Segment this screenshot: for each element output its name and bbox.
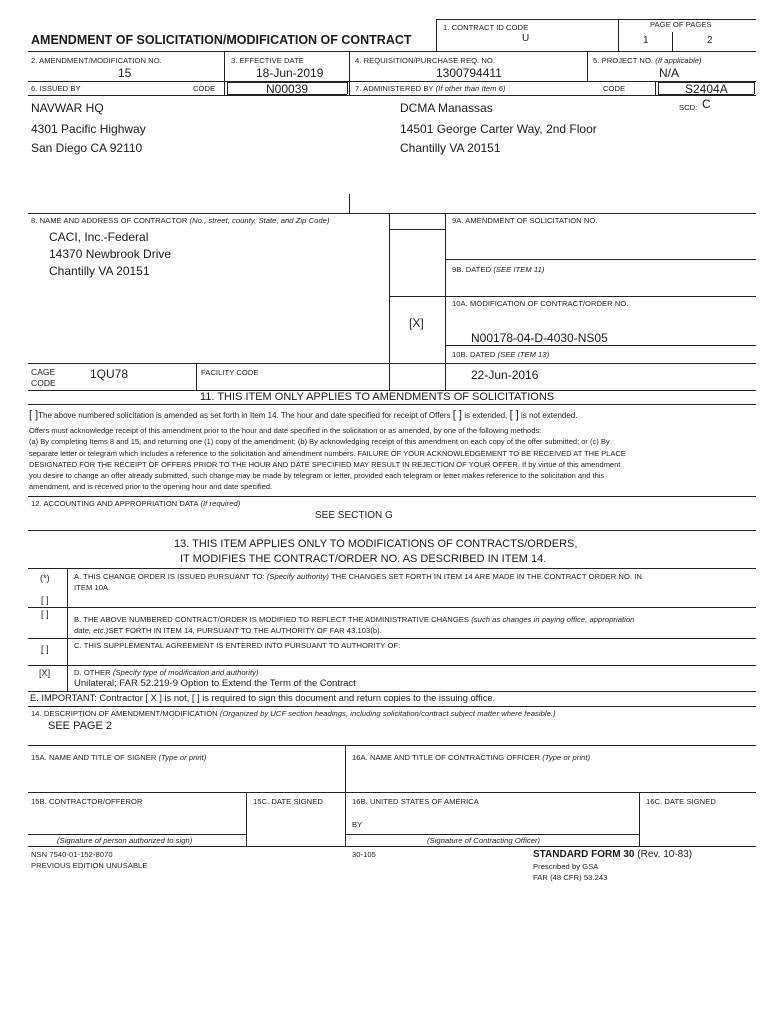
form-title: AMENDMENT OF SOLICITATION/MODIFICATION OF CONTRACT xyxy=(31,33,412,47)
rule xyxy=(28,638,756,639)
rule xyxy=(28,496,756,497)
rule xyxy=(28,81,756,82)
rule xyxy=(28,706,756,707)
effective-date-label: 3. EFFECTIVE DATE xyxy=(231,56,304,65)
cage-label: CAGE CODE xyxy=(31,367,56,388)
contractor-line-3: Chantilly VA 20151 xyxy=(49,264,150,278)
item-13b-mark: [ ] xyxy=(41,609,49,619)
rule xyxy=(28,691,756,692)
item-14-label: 14. DESCRIPTION OF AMENDMENT/MODIFICATION (Organized by UCF section headings, including solicitation/contract subject matter where feasible.) xyxy=(31,709,556,718)
requisition-value: 1300794411 xyxy=(436,66,502,80)
rule xyxy=(28,213,756,214)
administrator-line-2: 14501 George Carter Way, 2nd Floor xyxy=(400,122,597,136)
footer-standard-form: STANDARD FORM 30 (Rev. 10-83) xyxy=(533,849,693,860)
rule xyxy=(28,404,756,405)
item-11-line-1: [ ]The above numbered solicitation is amended as set forth in Item 14. The hour and date specified for receipt of Offers [ ] is extended, [ ] is not extended. xyxy=(29,409,578,421)
rule xyxy=(28,568,756,569)
rule xyxy=(436,19,437,51)
box-rule xyxy=(347,82,348,94)
issuer-line-3: San Diego CA 92110 xyxy=(31,141,143,155)
administrator-line-3: Chantilly VA 20151 xyxy=(400,141,501,155)
item-10a-label: 10A. MODIFICATION OF CONTRACT/ORDER NO. xyxy=(452,299,629,308)
item-13a-text: A. THIS CHANGE ORDER IS ISSUED PURSUANT TO: (Specify authority) THE CHANGES SET FORTH IN ITEM 14 ARE MADE IN THE CONTRACT ORDER NO. IN ITEM 10A. xyxy=(74,572,642,592)
rule xyxy=(349,51,350,95)
item-13-title-2: IT MODIFIES THE CONTRACT/ORDER NO. AS DESCRIBED IN ITEM 14. xyxy=(180,553,547,565)
rule xyxy=(28,607,756,608)
item-15c-label: 15C. DATE SIGNED xyxy=(253,797,323,806)
item-16c-label: 16C. DATE SIGNED xyxy=(646,797,716,806)
rule xyxy=(28,530,756,531)
signature-rule xyxy=(28,834,246,835)
item-13d-text: D. OTHER (Specify type of modification and authority) xyxy=(74,668,259,677)
item-9a-label: 9A. AMENDMENT OF SOLICITATION NO. xyxy=(452,216,598,225)
facility-code-label: FACILITY CODE xyxy=(201,368,259,377)
rule xyxy=(28,51,756,52)
issuer-line-2: 4301 Pacific Highway xyxy=(31,122,146,136)
code2-label: CODE xyxy=(603,84,626,93)
page-of-pages-label: PAGE OF PAGES xyxy=(650,20,712,29)
item-13e-text: E. IMPORTANT: Contractor [ X ] is not, [ ] is required to sign this document and return copies to the issuing office. xyxy=(30,693,496,703)
amendment-label: 2. AMENDMENT/MODIFICATION NO. xyxy=(31,56,162,65)
cage-value: 1QU78 xyxy=(90,367,129,381)
item-10b-value: 22-Jun-2016 xyxy=(471,368,539,382)
item-10-check: [X] xyxy=(409,316,424,330)
rule xyxy=(389,213,390,390)
code-value: N00039 xyxy=(266,82,309,96)
rule xyxy=(345,745,346,846)
project-label: 5. PROJECT NO. (If applicable) xyxy=(593,56,702,65)
item-13d-value: Unilateral; FAR 52.219-9 Option to Extend the Term of the Contract xyxy=(74,678,356,689)
issued-by-label: 6. ISSUED BY xyxy=(31,84,81,93)
item-15a-label: 15A. NAME AND TITLE OF SIGNER (Type or print) xyxy=(31,753,207,762)
item-16b-label: 16B. UNITED STATES OF AMERICA xyxy=(352,797,479,806)
item-16a-label: 16A. NAME AND TITLE OF CONTRACTING OFFICER (Type or print) xyxy=(352,753,591,762)
item-10b-label: 10B. DATED (SEE ITEM 13) xyxy=(452,350,550,359)
item-13d-mark: [X] xyxy=(39,668,51,678)
rule xyxy=(67,568,68,691)
rule xyxy=(445,345,756,346)
item-10a-value: N00178-04-D-4030-NS05 xyxy=(471,331,608,345)
item-12-value: SEE SECTION G xyxy=(315,510,393,521)
rule xyxy=(196,363,197,390)
code2-value: S2404A xyxy=(685,82,728,96)
administered-label: 7. ADMINISTERED BY (If other than Item 6) xyxy=(355,84,506,93)
rule xyxy=(28,792,756,793)
rule xyxy=(639,792,640,846)
code-label: CODE xyxy=(193,84,216,93)
item-12-label: 12. ACCOUNTING AND APPROPRIATION DATA (If required) xyxy=(31,499,241,508)
contractor-line-1: CACI, Inc.-Federal xyxy=(49,230,149,244)
amendment-value: 15 xyxy=(118,66,132,80)
issuer-line-1: NAVWAR HQ xyxy=(31,101,104,115)
item-13c-text: C. THIS SUPPLEMENTAL AGREEMENT IS ENTERED INTO PURSUANT TO AUTHORITY OF: xyxy=(74,641,401,650)
rule xyxy=(28,95,756,96)
item-9b-label: 9B. DATED (SEE ITEM 11) xyxy=(452,265,545,274)
rule xyxy=(672,32,673,51)
contract-id-value: U xyxy=(522,33,530,44)
item-11-paragraph: Offers must acknowledge receipt of this amendment prior to the hour and date specified in the solicitation or as amended, by one of the following methods: (a) By completing Items 8 and 15, and returning one (1) copy of the amendment; (b) By acknowledging receipt of this amendment on each copy of the offer submitted; or (c) By separate letter or telegram which includes a reference to the solicitation and amendment numbers. FAILURE OF YOUR ACKNOWLEDGEMENT TO BE RECEIVED AT THE PLACE DESIGNATED FOR THE RECEIPT OF OFFERS PRIOR TO THE HOUR AND DATE SPECIFIED MAY RESULT IN REJECTION OF YOUR OFFER. If by virtue of this amendment you desire to change an offer already submitted, such change may be made by telegram or letter, provided each telegram or letter makes reference to the solicitation and this amendment, and is received prior to the opening hour and date specified. xyxy=(29,426,626,492)
rule xyxy=(587,51,588,81)
item-13a-mark: (*) xyxy=(40,573,50,583)
box-rule xyxy=(658,82,659,94)
rule xyxy=(28,363,756,364)
rule xyxy=(655,81,656,95)
item-16b-by: BY xyxy=(352,820,363,829)
contractor-signature-caption: (Signature of person authorized to sign) xyxy=(57,836,193,845)
footer-previous-edition: PREVIOUS EDITION UNUSABLE xyxy=(31,861,148,870)
item-13c-mark: [ ] xyxy=(41,644,49,654)
scd-label: SCD: xyxy=(679,103,698,112)
item-15b-label: 15B. CONTRACTOR/OFFEROR xyxy=(31,797,143,806)
rule xyxy=(28,665,756,666)
item-13a-box: [ ] xyxy=(41,595,49,605)
page-value: 1 xyxy=(643,35,649,46)
administrator-line-1: DCMA Manassas xyxy=(400,101,493,115)
rule xyxy=(445,259,756,260)
footer-nsn: NSN 7540-01-152-8070 xyxy=(31,850,113,859)
contract-id-label: 1. CONTRACT ID CODE xyxy=(443,23,529,32)
contractor-label: 8. NAME AND ADDRESS OF CONTRACTOR (No., street, county, State, and Zip Code) xyxy=(31,216,330,225)
box-rule xyxy=(754,82,755,94)
item-13b-text: B. THE ABOVE NUMBERED CONTRACT/ORDER IS MODIFIED TO REFLECT THE ADMINISTRATIVE CHANGES (such as changes in paying office, appropriation date, etc.)SET FORTH IN ITEM 14, PURSUANT TO THE AUTHORITY OF FAR 43.103(b). xyxy=(74,615,635,635)
rule xyxy=(246,792,247,846)
scd-value: C xyxy=(702,97,711,111)
pages-value: 2 xyxy=(707,35,713,46)
signature-rule xyxy=(345,834,639,835)
box-rule xyxy=(227,82,228,94)
rule xyxy=(389,229,445,230)
contractor-line-2: 14370 Newbrook Drive xyxy=(49,247,172,261)
rule xyxy=(224,51,225,95)
item-13-title-1: 13. THIS ITEM APPLIES ONLY TO MODIFICATIONS OF CONTRACTS/ORDERS, xyxy=(174,538,578,550)
item-11-title: 11. THIS ITEM ONLY APPLIES TO AMENDMENTS OF SOLICITATIONS xyxy=(200,391,555,403)
effective-date-value: 18-Jun-2019 xyxy=(256,66,324,80)
footer-form-number: 30-105 xyxy=(352,850,376,859)
rule xyxy=(28,745,756,746)
rule xyxy=(349,194,350,213)
officer-signature-caption: (Signature of Contracting Officer) xyxy=(427,836,541,845)
rule xyxy=(445,213,446,390)
item-14-value: SEE PAGE 2 xyxy=(48,720,112,732)
rule xyxy=(618,19,619,51)
footer-prescribed: Prescribed by GSA xyxy=(533,862,599,871)
footer-far: FAR (48 CFR) 53.243 xyxy=(533,873,608,882)
rule xyxy=(28,846,756,847)
project-value: N/A xyxy=(659,66,680,80)
requisition-label: 4. REQUISITION/PURCHASE REQ. NO. xyxy=(355,56,495,65)
